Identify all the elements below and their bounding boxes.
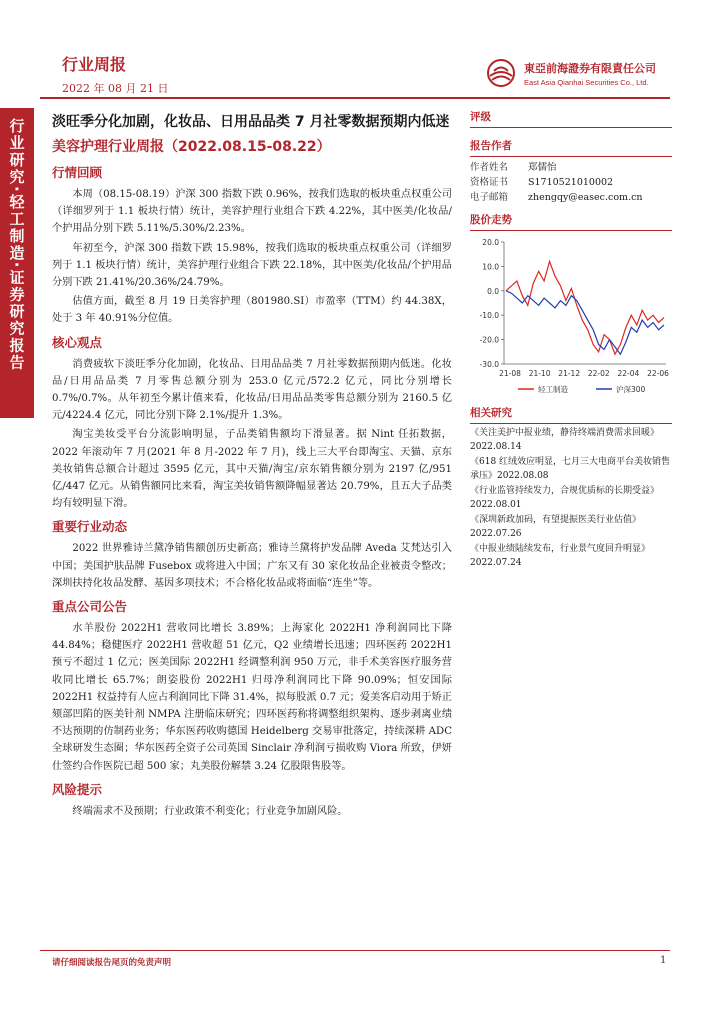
- legend-label: 轻工制造: [538, 385, 568, 394]
- main-column: [52, 108, 452, 822]
- logo-name-cn: 東亞前海證券有限責任公司: [524, 61, 656, 75]
- related-report[interactable]: 《618 红绒效应明显，七月三大电商平台美妆销售承压》2022.08.08: [470, 457, 671, 481]
- paragraph: 终端需求不及预期；行业政策不利变化；行业竞争加剧风险。: [72, 805, 348, 817]
- section-heading-industry-news: 重要行业动态: [52, 519, 128, 535]
- related-report[interactable]: 《行业监管持续发力，合规优质标的长期受益》2022.08.01: [470, 486, 660, 510]
- section-heading-company-notices: 重点公司公告: [52, 599, 128, 615]
- paragraph: 年初至今，沪深 300 指数下跌 15.98%，按我们选取的板块重点权重公司（详细罗列于 1.1 板块行情）统计，美容护理行业组合下跌 22.18%，其中医美/化妆品/个护用品分别下跌 21.41%/20.36%/24.79%。: [52, 242, 452, 289]
- author-row: 作者姓名 郑儒怡: [470, 162, 557, 173]
- header-rule: [40, 97, 670, 99]
- section-heading-market: 行情回顾: [52, 165, 103, 180]
- paragraph: 水羊股份 2022H1 营收同比增长 3.89%；上海家化 2022H1 净利润同比下降 44.84%；稳健医疗 2022H1 营收超 51 亿元，Q2 业绩增长迅速；四环医药 2022H1 预亏不超过 1 亿元；医美国际 2022H1 经调整利润 950 万元，非手术美容医疗服务营收同比增长 65.7%；朗姿股份 2022H1 归母净利润同比下降 90.09%；恒安国际 2022H1 权益持有人应占利润同比下降 31.4%，拟每股派 0.7 元；爱美客启动用于矫正颏部凹陷的医美针剂 NMPA 注册临床研究；四环医药称将调整组织架构、逐步剥离业绩不达预期的仿制药业务；华东医药收购德国 Heidelberg 交易审批落定，持续深耕 ADC 全球研发生态圈；华东医药全资子公司英国 Sinclair 净利润亏损收购 Viora 所致，伊妍仕签约合作医院已超 500 家；丸美股份解禁 3.24 亿股限售股等。: [52, 623, 452, 772]
- related-report[interactable]: 《中报业绩陆续发布，行业景气度回升明显》2022.07.24: [470, 544, 651, 568]
- y-tick-label: 0.0: [487, 286, 499, 296]
- series-line-1: [506, 291, 664, 354]
- company-logo: [484, 58, 656, 88]
- sidebar-label: 行业研究·轻工制造·证券研究报告: [7, 118, 26, 372]
- logo-name-en: East Asia Qianhai Securities Co., Ltd.: [524, 77, 649, 87]
- right-column: [470, 108, 672, 572]
- y-tick-label: -20.0: [479, 335, 499, 345]
- report-title: 淡旺季分化加剧，化妆品、日用品品类 7 月社零数据预期内低迷: [52, 114, 450, 130]
- price-chart: [470, 234, 672, 404]
- x-tick-label: 21-08: [499, 369, 521, 378]
- series-line-0: [506, 262, 664, 355]
- paragraph: 本周（08.15-08.19）沪深 300 指数下跌 0.96%，按我们选取的板块重点权重公司（详细罗列于 1.1 板块行情）统计，美容护理行业组合下跌 4.22%，其中医美/化妆品/个护用品分别下跌 5.11%/5.30%/2.23%。: [52, 189, 452, 235]
- author-row: 电子邮箱 zhengqy@easec.com.cn: [470, 192, 643, 203]
- related-report[interactable]: 《关注美护中报业绩，静待终端消费需求回暖》2022.08.14: [470, 428, 660, 452]
- legend-label: 沪深300: [616, 385, 646, 394]
- price-chart-svg: [470, 234, 672, 404]
- paragraph: 淘宝美妆受平台分流影响明显，子品类销售额均下滑显著。据 Nint 任拓数据，2022 年滚动年 7 月(2021 年 8 月-2022 年 7 月)，线上三大平台即淘宝、天猫、京东美妆销售总额合计超过 3595 亿元，其中天猫/淘宝/京东销售额分别为 2197 亿/951 亿/447 亿元。从销售额同比来看，淘宝美妆销售额降幅显著达 20.79%，且五大子品类均有较明显下滑。: [52, 429, 452, 510]
- y-tick-label: 10.0: [482, 262, 499, 272]
- x-tick-label: 21-10: [528, 369, 551, 378]
- related-heading: 相关研究: [470, 404, 672, 424]
- y-tick-label: -30.0: [479, 360, 499, 369]
- x-tick-label: 21-12: [558, 369, 581, 378]
- author-heading: 报告作者: [470, 137, 672, 157]
- x-tick-label: 22-02: [587, 369, 610, 378]
- paragraph: 估值方面，截至 8 月 19 日美容护理（801980.SI）市盈率（TTM）约 44.38X，处于 3 年 40.91%分位值。: [52, 296, 452, 325]
- price-trend-heading: 股价走势: [470, 211, 672, 231]
- y-tick-label: -10.0: [479, 311, 499, 321]
- section-heading-core-view: 核心观点: [52, 334, 103, 350]
- report-type: 行业周报: [62, 55, 127, 74]
- report-subtitle: 美容护理行业周报（2022.08.15-08.22）: [52, 139, 331, 155]
- y-tick-label: 20.0: [482, 238, 499, 247]
- x-tick-label: 22-04: [617, 369, 640, 378]
- sidebar: [0, 108, 34, 418]
- rating-heading: 评级: [470, 108, 672, 128]
- footer-disclaimer[interactable]: 请仔细阅读报告尾页的免责声明: [52, 958, 172, 968]
- author-row: 资格证书 S1710521010002: [470, 177, 614, 188]
- section-heading-risk: 风险提示: [52, 781, 103, 797]
- page-number: 1: [660, 955, 667, 966]
- report-date: 2022 年 08 月 21 日: [62, 82, 169, 95]
- x-tick-label: 22-06: [647, 369, 669, 378]
- related-report[interactable]: 《深圳新政加码，有望提振医美行业估值》2022.07.26: [470, 515, 642, 539]
- paragraph: 2022 世界雅诗兰黛净销售额创历史新高；雅诗兰黛将护发品牌 Aveda 艾梵达引入中国；美国护肤品牌 Fusebox 或将进入中国；广东又有 30 家化妆品企业被责令整改；深圳扶持化妆品发酵、基因多项技术；不合格化妆品或将面临“连坐”等。: [52, 543, 452, 589]
- logo-icon: [484, 58, 518, 88]
- footer-rule: [40, 950, 670, 951]
- paragraph: 消费疲软下淡旺季分化加剧，化妆品、日用品品类 7 月社零数据预期内低迷。化妆品/日用品品类 7 月零售总额分别为 253.0 亿元/572.2 亿元，同比分别增长 0.7%/0.7%。从年初至今累计值来看，化妆品/日用品品类零售总额分别为 2160.5 亿元/4224.4 亿元，同比分别下降 2.1%/提升 1.3%。: [52, 358, 452, 422]
